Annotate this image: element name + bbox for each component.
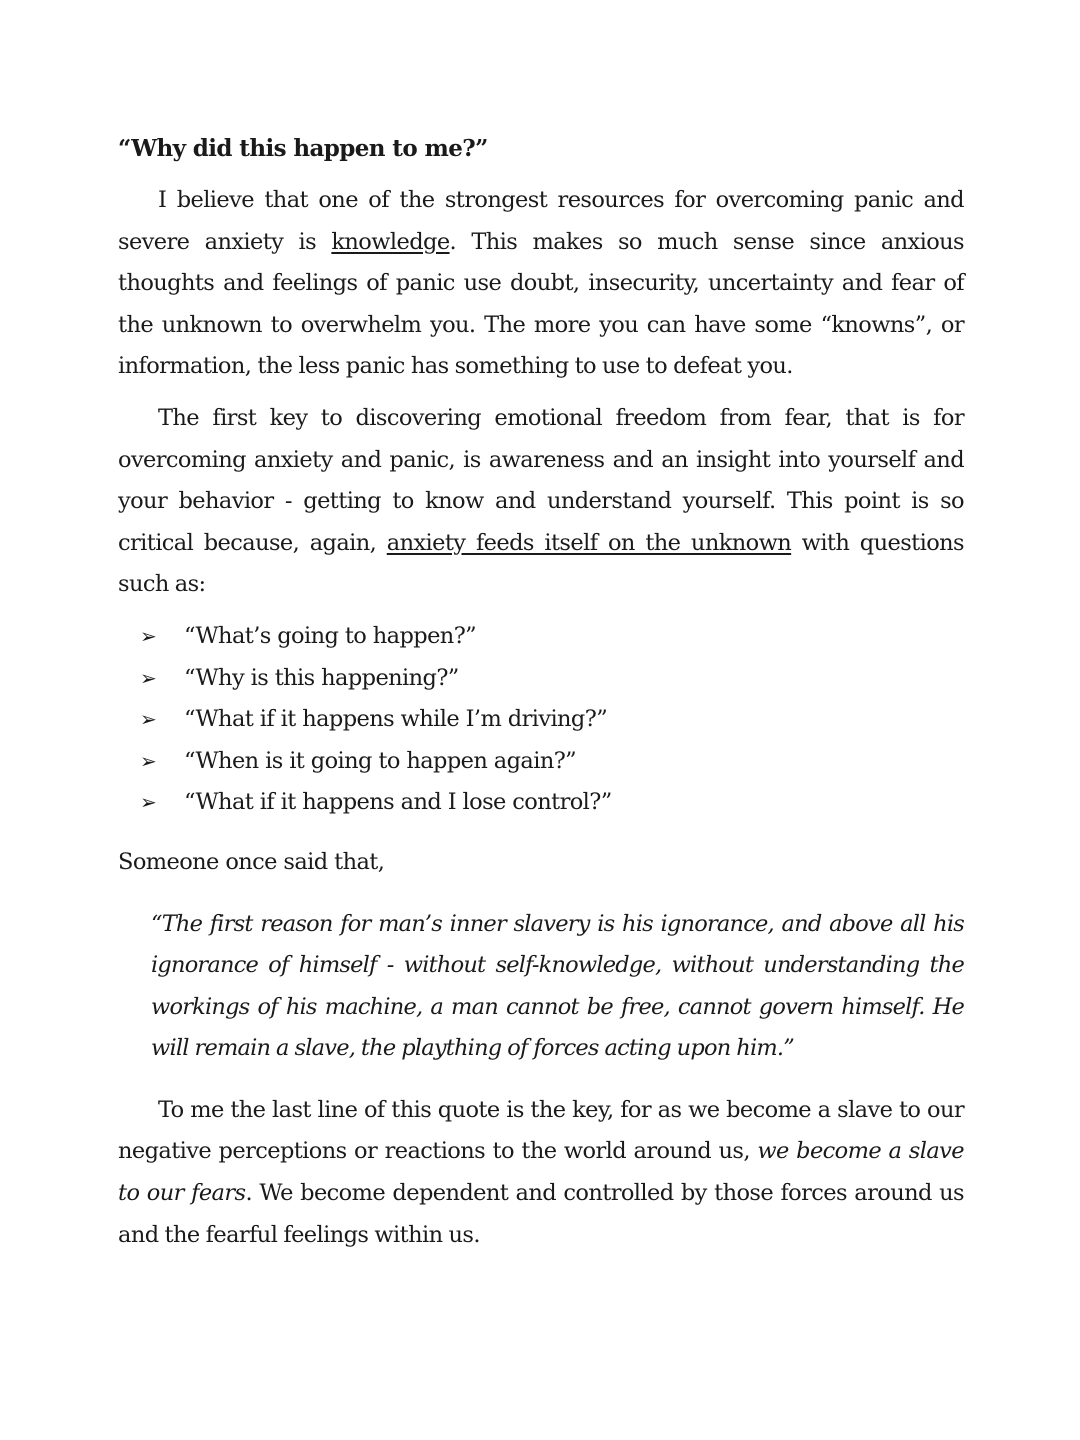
- arrow-bullet-icon: ➢: [140, 707, 157, 732]
- list-item: [118, 741, 964, 783]
- paragraph-text: I believe that one of the strongest resources for overcoming panic and severe anxiety is: [118, 187, 964, 255]
- italic-phrase: we become a slave to our fears: [118, 1138, 964, 1207]
- block-quote: “The first reason for man’s inner slavery is his ignorance, and above all his ignorance of himself - without self-knowledge, without understanding the workings of his machine, a man cannot be free, cannot govern himself. He will remain a slave, the plaything of forces acting upon him.”: [151, 910, 964, 1062]
- page: [118, 128, 964, 1266]
- paragraph-text: with questions such as:: [118, 529, 964, 598]
- section-heading: “Why did this happen to me?”: [118, 135, 488, 162]
- question-list: [118, 616, 964, 824]
- underlined-anxiety-phrase: anxiety feeds itself on the unknown: [386, 529, 792, 556]
- paragraph-text: . This makes so much sense since anxious thoughts and feelings of panic use doubt, insecurity, uncertainty and fear of the unknown to overwhelm you. The more you can have some “knowns”, or information, the less panic has something to use to defeat you.: [118, 228, 965, 380]
- list-item-text: “When is it going to happen again?”: [184, 747, 577, 774]
- arrow-bullet-icon: ➢: [140, 665, 157, 690]
- list-item: [118, 782, 964, 824]
- arrow-bullet-icon: ➢: [140, 748, 157, 773]
- list-item: [118, 658, 964, 700]
- paragraph-first-key: [118, 398, 964, 606]
- list-item-text: “What if it happens and I lose control?”: [184, 789, 612, 816]
- quote-lead-in: Someone once said that,: [118, 848, 385, 875]
- list-item-text: “Why is this happening?”: [184, 664, 459, 691]
- underlined-knowledge: knowledge: [331, 228, 450, 255]
- paragraph-text: . We become dependent and controlled by those forces around us and the fearful feelings within us.: [118, 1180, 964, 1248]
- arrow-bullet-icon: ➢: [140, 790, 157, 815]
- arrow-bullet-icon: ➢: [140, 623, 157, 648]
- paragraph-conclusion: [118, 1090, 964, 1256]
- paragraph-text: To me the last line of this quote is the key, for as we become a slave to our negative perceptions or reactions to the world around us,: [118, 1096, 964, 1165]
- paragraph-text: The first key to discovering emotional freedom from fear, that is for overcoming anxiety and panic, is awareness and an insight into yourself and your behavior - getting to know and understand yourself. This point is so critical because, again,: [118, 404, 964, 556]
- list-item: [118, 699, 964, 741]
- list-item-text: “What’s going to happen?”: [184, 622, 477, 649]
- list-item-text: “What if it happens while I’m driving?”: [184, 706, 608, 733]
- paragraph-knowledge: [118, 180, 964, 388]
- list-item: [118, 616, 964, 658]
